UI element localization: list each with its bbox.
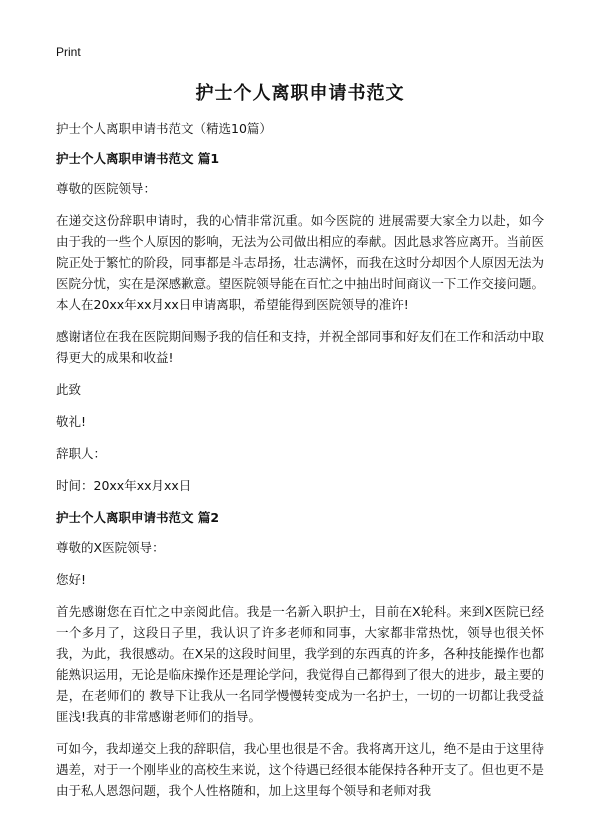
paragraph-2-1: 首先感谢您在百忙之中亲阅此信。我是一名新入职护士，目前在X轮科。来到X医院已经一个多月了，这段日子里，我认识了许多老师和同事，大家都非常热忱，领导也很关怀我，为此，我很感动。在X呆的这段时间里，我学到的东西真的许多，各种技能操作也都能熟识运用，无论是临床操作还是理论学问，我觉得自己都得到了很大的进步，最主要的是，在老师们的 教导下让我从一名同学慢慢转变成为一名护士，一切的一切都让我受益匪浅!我真的非常感谢老师们的指导。	[56, 604, 544, 724]
salutation-2: 尊敬的X医院领导：	[56, 540, 165, 555]
paragraph-1-1: 在递交这份辞职申请时，我的心情非常沉重。如今医院的 进展需要大家全力以赴，如今由于我的一些个人原因的影响，无法为公司做出相应的奉献。因此恳求答应离开。当前医院正处于繁忙的阶段，同事都是斗志昂扬，壮志满怀，而我在这时分却因个人原因无法为医院分忧，实在是深感歉意。望医院领导能在百忙之中抽出时间商议一下工作交接问题。本人在20xx年xx月xx日申请离职，希望能得到医院领导的准许!	[56, 213, 544, 312]
document-subtitle: 护士个人离职申请书范文（精选10篇）	[56, 121, 272, 136]
date-line: 时间：20xx年xx月xx日	[56, 478, 192, 493]
signature-line: 辞职人：	[56, 446, 107, 461]
section-heading-2: 护士个人离职申请书范文 篇2	[56, 510, 220, 525]
closing-line-2: 敬礼!	[56, 414, 87, 429]
greeting-2: 您好!	[56, 572, 87, 587]
print-label: Print	[56, 45, 81, 59]
salutation-1: 尊敬的医院领导：	[56, 181, 157, 196]
page-title: 护士个人离职申请书范文	[195, 83, 405, 104]
closing-line-1: 此致	[56, 382, 82, 397]
paragraph-2-2: 可如今，我却递交上我的辞职信，我心里也很是不舍。我将离开这儿，绝不是由于这里待遇差，对于一个刚毕业的高校生来说，这个待遇已经很本能保持各种开支了。但也更不是由于私人恩怨问题，我个人性格随和，加上这里每个领导和老师对我	[56, 741, 544, 798]
paragraph-1-2: 感谢诸位在我在医院期间赐予我的信任和支持，并祝全部同事和好友们在工作和活动中取得更大的成果和收益!	[56, 329, 544, 365]
section-heading-1: 护士个人离职申请书范文 篇1	[56, 151, 220, 166]
